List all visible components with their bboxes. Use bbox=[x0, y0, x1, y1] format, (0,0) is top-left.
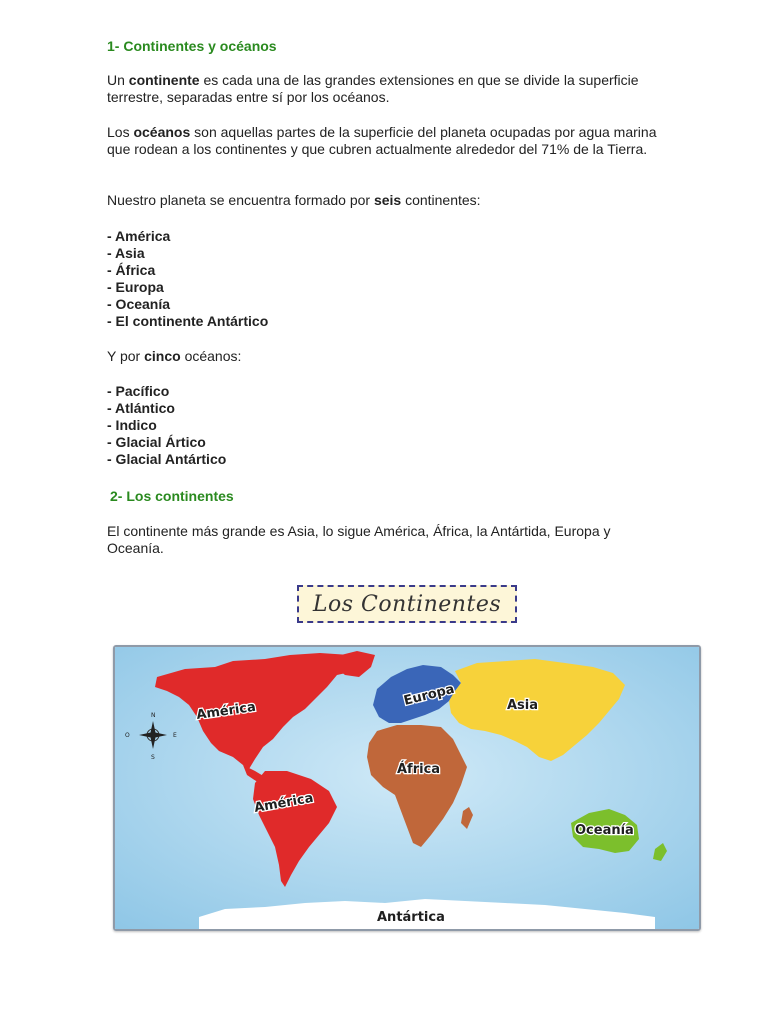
list-item: - Glacial Antártico bbox=[107, 451, 227, 467]
section-2-heading: 2- Los continentes bbox=[110, 488, 234, 504]
section-1-heading: 1- Continentes y océanos bbox=[107, 38, 277, 54]
text-span: Los bbox=[107, 124, 134, 140]
list-item: - Glacial Ártico bbox=[107, 434, 206, 450]
text-span: continentes: bbox=[401, 192, 481, 208]
bold-term: continente bbox=[128, 72, 200, 88]
text-span: océanos: bbox=[180, 348, 242, 364]
label-oceania: Oceanía bbox=[575, 823, 634, 838]
list-item: - Oceanía bbox=[107, 296, 171, 312]
continents-intro bbox=[107, 192, 481, 209]
label-south-america: América bbox=[253, 790, 315, 816]
map-title-banner: Los Continentes bbox=[297, 585, 517, 623]
list-item: - Indico bbox=[107, 417, 157, 433]
continent-definition bbox=[107, 72, 662, 106]
text-span: Un bbox=[107, 72, 129, 88]
world-map-svg bbox=[115, 647, 699, 929]
list-item: - El continente Antártico bbox=[107, 313, 269, 329]
oceans-intro bbox=[107, 348, 241, 365]
label-asia: Asia bbox=[507, 698, 539, 713]
oceans-list bbox=[107, 383, 226, 468]
list-item: - América bbox=[107, 228, 171, 244]
list-item: - África bbox=[107, 262, 156, 278]
text-span: es cada una de las grandes extensiones en que se divide la superficie terrestre, separadas entre sí por los océanos. bbox=[107, 72, 639, 105]
list-item: - Asia bbox=[107, 245, 145, 261]
text-span: son aquellas partes de la superficie del planeta ocupadas por agua marina que rodean a los continentes y que cubren actualmente alrededor del 71% de la Tierra. bbox=[107, 124, 657, 157]
text-span: Nuestro planeta se encuentra formado por bbox=[107, 192, 374, 208]
compass-s: S bbox=[151, 754, 155, 761]
bold-term: cinco bbox=[144, 348, 181, 364]
world-map bbox=[113, 645, 701, 931]
list-item: - Pacífico bbox=[107, 383, 170, 399]
continents-size-paragraph: El continente más grande es Asia, lo sigue América, África, la Antártida, Europa y Oceanía. bbox=[107, 523, 611, 556]
label-north-america: América bbox=[195, 699, 257, 723]
compass-e: E bbox=[173, 732, 177, 739]
bold-term: océanos bbox=[133, 124, 191, 140]
bold-term: seis bbox=[373, 192, 402, 208]
list-item: - Europa bbox=[107, 279, 164, 295]
label-europe: Europa bbox=[402, 681, 456, 709]
text-span: Y por bbox=[107, 348, 145, 364]
label-antarctica: Antártica bbox=[377, 910, 445, 925]
continents-list bbox=[107, 228, 268, 330]
ocean-definition bbox=[107, 124, 667, 158]
compass-n: N bbox=[151, 712, 156, 719]
list-item: - Atlántico bbox=[107, 400, 175, 416]
compass-w: O bbox=[125, 732, 130, 739]
label-africa: África bbox=[397, 762, 441, 777]
